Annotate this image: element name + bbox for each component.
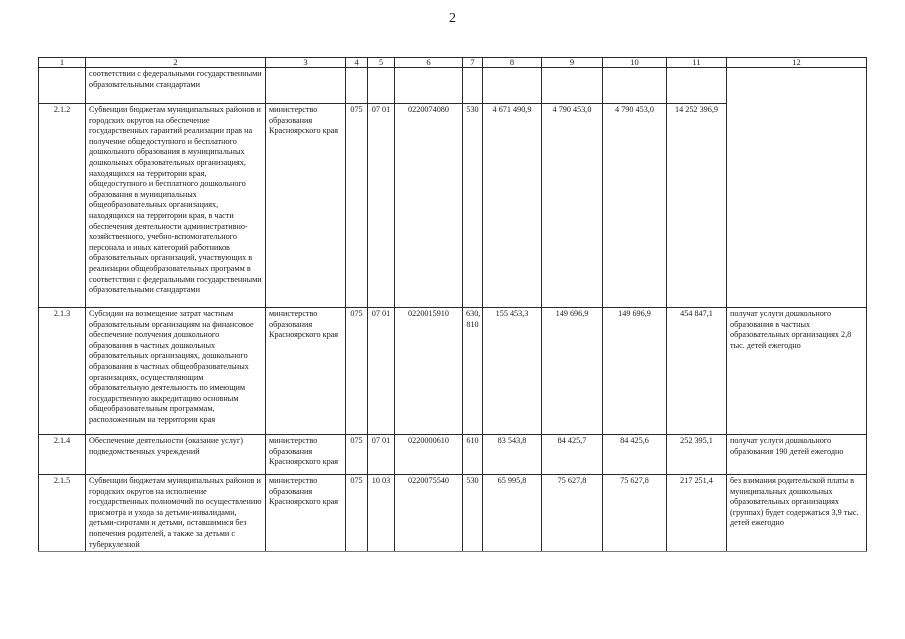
row-year1: 65 995,8 <box>483 475 542 552</box>
row-year1 <box>483 68 542 104</box>
column-number: 5 <box>368 58 395 68</box>
column-number: 4 <box>346 58 368 68</box>
row-year2: 75 627,8 <box>542 475 603 552</box>
row-total: 454 847,1 <box>667 308 727 435</box>
column-number: 1 <box>39 58 86 68</box>
row-year3: 149 696,9 <box>603 308 667 435</box>
row-id <box>39 68 86 104</box>
row-year1: 83 543,8 <box>483 435 542 475</box>
row-year2: 149 696,9 <box>542 308 603 435</box>
row-year1: 155 453,3 <box>483 308 542 435</box>
row-result: получат услуги дошкольного образования 190 детей ежегодно <box>727 435 867 475</box>
column-number: 9 <box>542 58 603 68</box>
row-vr: 530 <box>463 475 483 552</box>
column-number: 12 <box>727 58 867 68</box>
row-agency: министерство образования Красноярского края <box>266 308 346 435</box>
table-row <box>39 68 867 104</box>
row-csr <box>395 68 463 104</box>
row-year3: 75 627,8 <box>603 475 667 552</box>
row-vr: 610 <box>463 435 483 475</box>
row-vr <box>463 68 483 104</box>
row-grbs: 075 <box>346 104 368 308</box>
row-csr: 0220075540 <box>395 475 463 552</box>
row-agency: министерство образования Красноярского края <box>266 104 346 308</box>
row-rzpr: 07 01 <box>368 435 395 475</box>
row-vr: 630, 810 <box>463 308 483 435</box>
row-year2: 84 425,7 <box>542 435 603 475</box>
column-number: 11 <box>667 58 727 68</box>
column-number: 8 <box>483 58 542 68</box>
column-number: 7 <box>463 58 483 68</box>
row-description: Обеспечение деятельности (оказание услуг) подведомственных учреждений <box>86 435 266 475</box>
column-number-row <box>39 58 867 68</box>
row-year2 <box>542 68 603 104</box>
row-csr: 0220000610 <box>395 435 463 475</box>
row-result <box>727 68 867 308</box>
row-year1: 4 671 490,9 <box>483 104 542 308</box>
row-id: 2.1.5 <box>39 475 86 552</box>
row-id: 2.1.4 <box>39 435 86 475</box>
row-description: соответствии с федеральными государственными образовательными стандартами <box>86 68 266 104</box>
page-number: 2 <box>449 11 456 26</box>
row-grbs: 075 <box>346 435 368 475</box>
row-grbs <box>346 68 368 104</box>
row-total: 14 252 396,9 <box>667 104 727 308</box>
row-year2: 4 790 453,0 <box>542 104 603 308</box>
column-number: 3 <box>266 58 346 68</box>
column-number: 6 <box>395 58 463 68</box>
column-number: 2 <box>86 58 266 68</box>
table-row <box>39 308 867 435</box>
table-row <box>39 475 867 552</box>
budget-table <box>38 57 867 552</box>
row-description: Субвенции бюджетам муниципальных районов и городских округов на исполнение государственных полномочий по осуществлению присмотра и ухода за детьми-инвалидами, детьми-сиротами и детьми, оставшимися без попечения родителей, а также за детьми с туберкулезной <box>86 475 266 552</box>
row-id: 2.1.3 <box>39 308 86 435</box>
row-total <box>667 68 727 104</box>
row-year3 <box>603 68 667 104</box>
row-year3: 4 790 453,0 <box>603 104 667 308</box>
row-year3: 84 425,6 <box>603 435 667 475</box>
row-agency: министерство образования Красноярского края <box>266 435 346 475</box>
table-row <box>39 435 867 475</box>
column-number: 10 <box>603 58 667 68</box>
row-total: 252 395,1 <box>667 435 727 475</box>
row-grbs: 075 <box>346 308 368 435</box>
row-rzpr: 10 03 <box>368 475 395 552</box>
row-agency: министерство образования Красноярского края <box>266 475 346 552</box>
row-rzpr: 07 01 <box>368 104 395 308</box>
row-result: без взимания родительской платы в муниципальных дошкольных образовательных организациях (группах) будет содержаться 3,9 тыс. детей ежегодно <box>727 475 867 552</box>
row-rzpr: 07 01 <box>368 308 395 435</box>
row-agency <box>266 68 346 104</box>
row-id: 2.1.2 <box>39 104 86 308</box>
row-csr: 0220015910 <box>395 308 463 435</box>
row-description: Субсидии на возмещение затрат частным образовательным организациям на финансовое обеспечение получения дошкольного образования в частных дошкольных образовательных организациях, дошкольного образования в частных общеобразовательных организациях, осуществляющим образовательную деятельность по имеющим государственную аккредитацию основным общеобразовательным программам, расположенным на территории края <box>86 308 266 435</box>
row-rzpr <box>368 68 395 104</box>
row-result: получат услуги дошкольного образования в частных образовательных организациях 2,8 тыс. детей ежегодно <box>727 308 867 435</box>
row-total: 217 251,4 <box>667 475 727 552</box>
row-description: Субвенции бюджетам муниципальных районов и городских округов на обеспечение государственных гарантий реализации прав на получение общедоступного и бесплатного дошкольного образования в муниципальных дошкольных образовательных организациях, находящихся на территории края, общедоступного и бесплатного дошкольного образования в муниципальных общеобразовательных организациях, находящихся на территории края, в части обеспечения деятельности административно-хозяйственного, учебно-вспомогательного персонала и иных категорий работников образовательных организаций, участвующих в реализации общеобразовательных программ в соответствии с федеральными государственными образовательными стандартами <box>86 104 266 308</box>
row-grbs: 075 <box>346 475 368 552</box>
row-csr: 0220074080 <box>395 104 463 308</box>
row-vr: 530 <box>463 104 483 308</box>
